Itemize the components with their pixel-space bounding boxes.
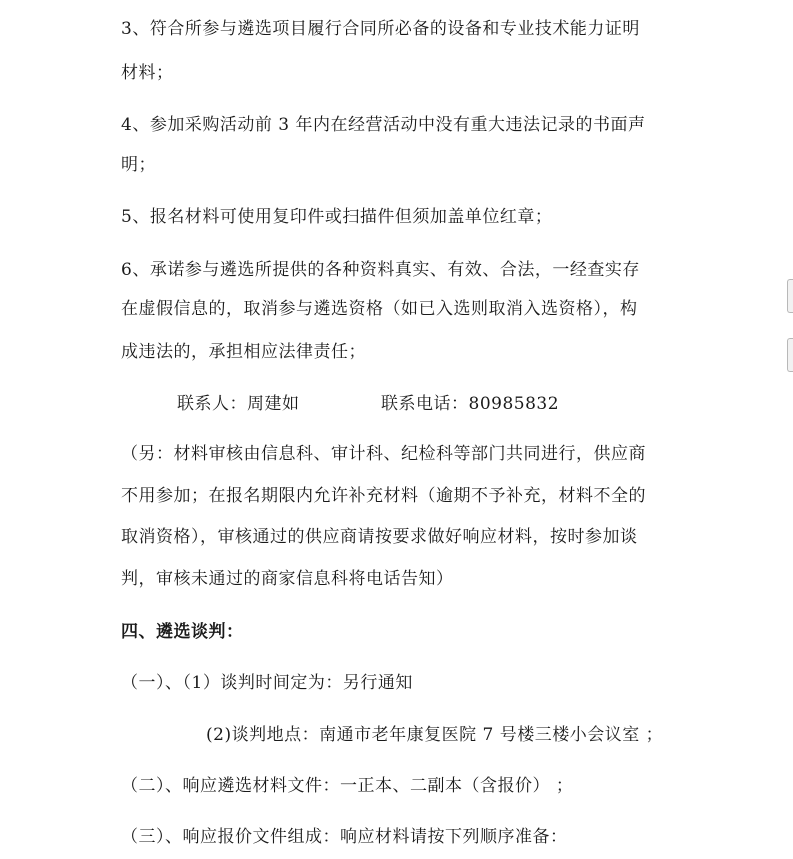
note-line-3: 取消资格），审核通过的供应商请按要求做好响应材料，按时参加谈 xyxy=(121,527,638,547)
note-line-1: （另：材料审核由信息科、审计科、纪检科等部门共同进行，供应商 xyxy=(121,444,646,464)
requirement-6-line-3: 成违法的，承担相应法律责任； xyxy=(121,342,366,362)
section-heading: 四、遴选谈判： xyxy=(121,622,244,642)
note-line-2: 不用参加；在报名期限内允许补充材料（逾期不予补充，材料不全的 xyxy=(121,486,646,506)
requirement-4-line-1: 4、参加采购活动前 3 年内在经营活动中没有重大违法记录的书面声 xyxy=(121,115,646,135)
contact-person: 联系人：周建如 xyxy=(177,394,300,414)
contact-phone: 联系电话：80985832 xyxy=(381,394,560,414)
scroll-marker-tab[interactable] xyxy=(787,338,793,372)
requirement-4-line-2: 明； xyxy=(121,155,156,175)
section-item-3: （三）、响应报价文件组成：响应材料请按下列顺序准备： xyxy=(121,827,568,847)
scroll-marker-tab[interactable] xyxy=(787,279,793,313)
requirement-3-line-2: 材料； xyxy=(121,63,174,83)
requirement-6-line-1: 6、承诺参与遴选所提供的各种资料真实、有效、合法，一经查实存 xyxy=(121,260,640,280)
section-item-1-location: (2)谈判地点：南通市老年康复医院 7 号楼三楼小会议室 ； xyxy=(206,725,664,745)
requirement-6-line-2: 在虚假信息的，取消参与遴选资格（如已入选则取消入选资格），构 xyxy=(121,299,638,319)
requirement-5-line: 5、报名材料可使用复印件或扫描件但须加盖单位红章； xyxy=(121,207,553,227)
requirement-3-line-1: 3、符合所参与遴选项目履行合同所必备的设备和专业技术能力证明 xyxy=(121,19,640,39)
note-line-4: 判，审核未通过的商家信息科将电话告知） xyxy=(121,569,454,589)
section-item-1-time: （一）、（1）谈判时间定为：另行通知 xyxy=(121,673,413,693)
section-item-2: （二）、响应遴选材料文件：一正本、二副本（含报价） ； xyxy=(121,776,574,796)
